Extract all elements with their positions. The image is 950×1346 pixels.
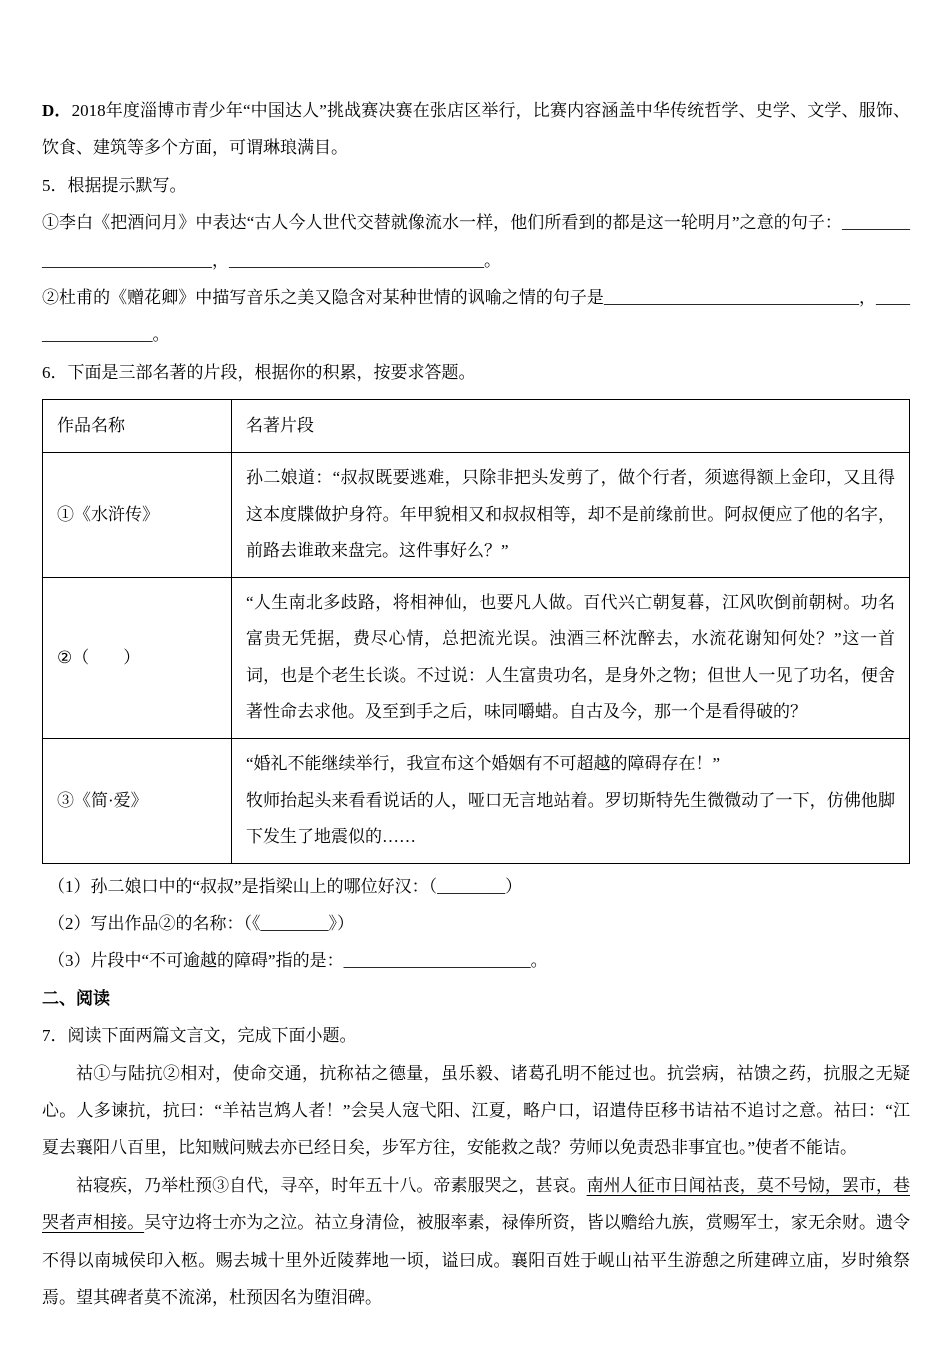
table-row-shuihuzhuan — [43, 453, 910, 578]
excerpt-3-line-2: 牧师抬起头来看看说话的人，哑口无言地站着。罗切斯特先生微微动了一下，仿佛他脚下发生了地震似的…… — [246, 790, 895, 847]
question-7-title: 7．阅读下面两篇文言文，完成下面小题。 — [42, 1026, 357, 1046]
question-5-title: 5．根据提示默写。 — [42, 175, 187, 195]
choice-option-d — [42, 92, 910, 167]
work-name-2: ②（ ） — [43, 577, 232, 738]
excerpt-2-text: “人生南北多歧路，将相神仙，也要凡人做。百代兴亡朝复暮，江风吹倒前朝树。功名富贵无凭据，费尽心情，总把流光误。浊酒三杯沈醉去，水流花谢知何处？”这一首词，也是个老生长谈。不过说：人生富贵功名，是身外之物；但世人一见了功名，便舍著性命去求他。及至到手之后，味同嚼蜡。自古及今，那一个是看得破的？ — [246, 592, 895, 722]
question-6-title: 6．下面是三部名著的片段，根据你的积累，按要求答题。 — [42, 362, 476, 382]
table-row-jane-eyre — [43, 738, 910, 863]
excerpt-1-text: 孙二娘道：“叔叔既要逃难，只除非把头发剪了，做个行者，须遮得额上金印，又且得这本度牒做护身符。年甲貌相又和叔叔相等，却不是前缘前世。阿叔便应了他的名字，前路去谁敢来盘完。这件事好么？” — [246, 468, 895, 561]
option-d-letter: D． — [42, 101, 72, 120]
classical-passage-paragraph-2 — [42, 1167, 910, 1317]
table-header-work-name: 作品名称 — [43, 400, 232, 453]
work-name-3: ③《简·爱》 — [43, 738, 232, 863]
paragraph-2-underlined-sentence: 南州人征市日闻祜丧，莫不号恸，罢市，巷哭者声相接。 — [42, 1175, 910, 1233]
table-row-unknown-work — [43, 577, 910, 738]
question-6-sub-2: （2）写出作品②的名称：（《________》） — [48, 913, 354, 933]
table-header-row — [43, 400, 910, 453]
excerpt-3 — [232, 738, 910, 863]
paragraph-2-tail: 吴守边将士亦为之泣。祜立身清俭，被服率素，禄俸所资，皆以赡给九族，赏赐军士，家无余财。遗令不得以南城侯印入柩。赐去城十里外近陵葬地一顷，谥曰成。襄阳百姓于岘山祜平生游憩之所建碑立庙，岁时飨祭焉。望其碑者莫不流涕，杜预因名为堕泪碑。 — [42, 1213, 911, 1307]
question-6-sub-3: （3）片段中“不可逾越的障碍”指的是：______________________。 — [48, 951, 548, 971]
literature-excerpt-table — [42, 399, 910, 863]
excerpt-1 — [232, 453, 910, 578]
work-name-1: ①《水浒传》 — [43, 453, 232, 578]
section-2-heading: 二、阅读 — [42, 988, 110, 1008]
excerpt-3-line-1: “婚礼不能继续举行，我宣布这个婚姻有不可超越的障碍存在！” — [246, 753, 721, 773]
option-d-text: 2018年度淄博市青少年“中国达人”挑战赛决赛在张店区举行，比赛内容涵盖中华传统哲学、史学、文学、服饰、饮食、建筑等多个方面，可谓琳琅满目。 — [42, 101, 911, 158]
table-header-excerpt: 名著片段 — [232, 400, 910, 453]
excerpt-2 — [232, 577, 910, 738]
question-5-item-1: ①李白《把酒问月》中表达“古人今人世代交替就像流水一样，他们所看到的都是这一轮明月”之意的句子：____________________________，______________________________。 — [42, 213, 910, 270]
question-5-item-2: ②杜甫的《赠花卿》中描写音乐之美又隐含对某种世情的讽喻之情的句子是______________________________，_________________。 — [42, 287, 910, 345]
paragraph-2-lead: 祜寝疾，乃举杜预③自代，寻卒，时年五十八。帝素服哭之，甚哀。 — [76, 1175, 587, 1195]
classical-passage-paragraph-1: 祜①与陆抗②相对，使命交通，抗称祜之德量，虽乐毅、诸葛孔明不能过也。抗尝病，祜馈之药，抗服之无疑心。人多谏抗，抗曰：“羊祜岂鸩人者！”会吴人寇弋阳、江夏，略户口，诏遣侍臣移书诘祜不追讨之意。祜曰：“江夏去襄阳八百里，比知贼问贼去亦已经日矣，步军方往，安能救之哉？劳师以免责恐非事宜也。”使者不能诘。 — [42, 1063, 910, 1158]
question-6-sub-1: （1）孙二娘口中的“叔叔”是指梁山上的哪位好汉：（________） — [48, 876, 523, 896]
